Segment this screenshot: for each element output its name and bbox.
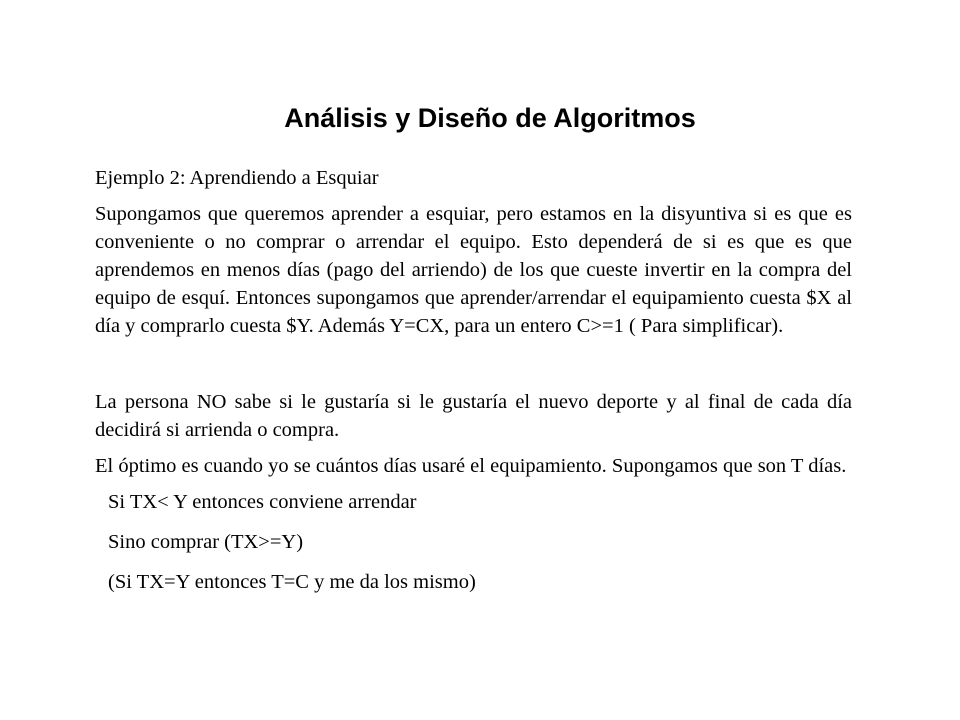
slide-body (95, 164, 852, 608)
intro-paragraph: Supongamos que queremos aprender a esquiar, pero estamos en la disyuntiva si es que es conveniente o no comprar o arrendar el equipo. Esto dependerá de si es que es que aprendemos en menos días (pago del arriendo) de los que cueste invertir en la compra del equipo de esquí. Entonces supongamos que aprender/arrendar el equipamiento cuesta $X al día y comprarlo cuesta $Y. Además Y=CX, para un entero C>=1 ( Para simplificar). (95, 203, 852, 337)
rule-rent: Si TX< Y entonces conviene arrendar (108, 491, 417, 513)
rule-buy: Sino comprar (TX>=Y) (108, 531, 304, 553)
rule-equal: (Si TX=Y entonces T=C y me da los mismo) (108, 571, 476, 593)
example-heading: Ejemplo 2: Aprendiendo a Esquiar (95, 167, 379, 189)
slide-title: Análisis y Diseño de Algoritmos (284, 103, 696, 133)
optimum-paragraph: El óptimo es cuando yo se cuántos días usaré el equipamiento. Supongamos que son T días. (95, 455, 847, 477)
person-paragraph: La persona NO sabe si le gustaría si le gustaría el nuevo deporte y al final de cada día decidirá si arrienda o compra. (95, 391, 852, 441)
